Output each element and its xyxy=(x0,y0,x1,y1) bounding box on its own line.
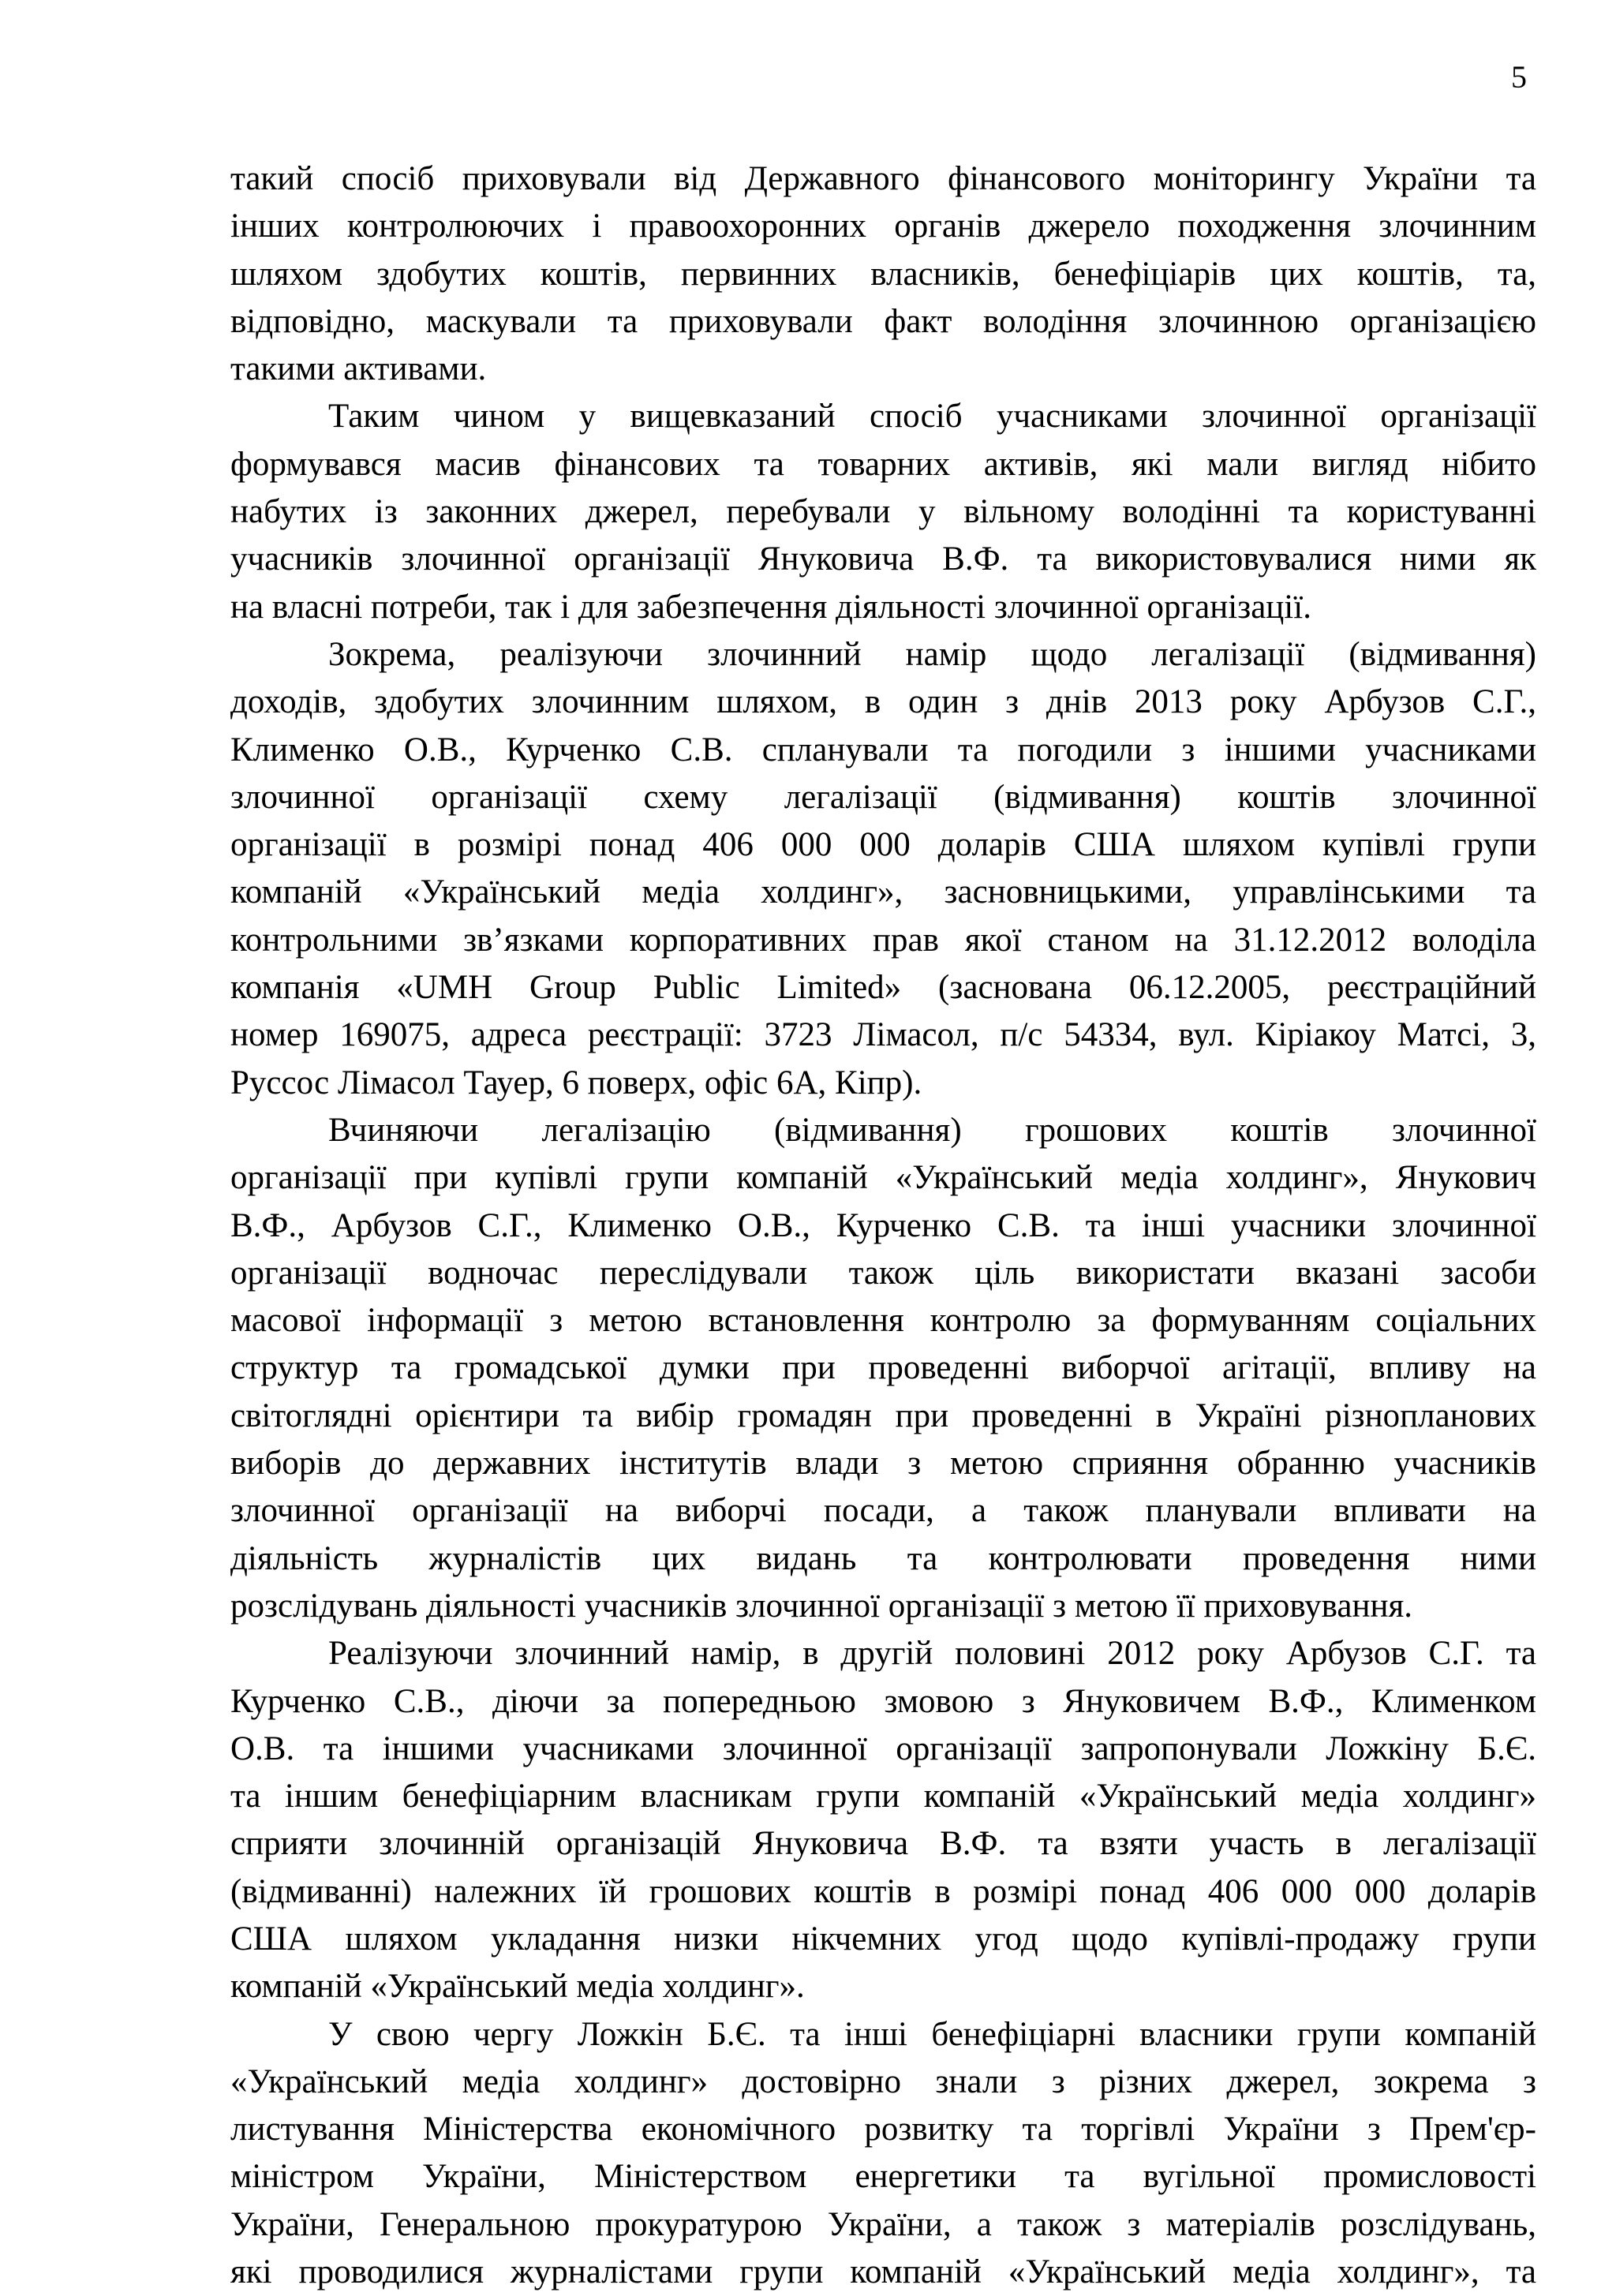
text-line: номер 169075, адреса реєстрації: 3723 Лімасол, п/с 54334, вул. Кіріакоу Матсі, 3, xyxy=(230,1016,1536,1054)
paragraph xyxy=(230,631,1536,1107)
text-line: злочинної організації на виборчі посади, а також планували впливати на xyxy=(230,1492,1536,1530)
text-line: діяльність журналістів цих видань та контролювати проведення ними xyxy=(230,1539,1536,1577)
paragraph xyxy=(230,393,1536,630)
text-line: такий спосіб приховували від Державного фінансового моніторингу України та xyxy=(230,160,1536,197)
text-line: Вчиняючи легалізацію (відмивання) грошових коштів злочинної xyxy=(328,1111,1536,1149)
text-line: міністром України, Міністерством енергетики та вугільної промисловості xyxy=(230,2158,1536,2196)
text-line: злочинної організації схему легалізації (відмивання) коштів злочинної xyxy=(230,778,1536,816)
text-line: які проводилися журналістами групи компаній «Український медіа холдинг», та xyxy=(230,2253,1536,2291)
text-line: сприяти злочинній організацій Януковича В.Ф. та взяти участь в легалізації xyxy=(230,1825,1536,1863)
text-line: формувався масив фінансових та товарних активів, які мали вигляд нібито xyxy=(230,445,1536,483)
paragraph xyxy=(230,1107,1536,1630)
text-line: Руссос Лімасол Тауер, 6 поверх, офіс 6А, Кіпр). xyxy=(230,1064,922,1101)
text-line: України, Генеральною прокуратурою України, а також з матеріалів розслідувань, xyxy=(230,2205,1536,2243)
text-line: учасників злочинної організації Януковича В.Ф. та використовувалися ними як xyxy=(230,540,1536,578)
paragraph xyxy=(230,2011,1536,2296)
text-line: на власні потреби, так і для забезпечення діяльності злочинної організації. xyxy=(230,588,1311,626)
text-line: організації в розмірі понад 406 000 000 доларів США шляхом купівлі групи xyxy=(230,826,1536,864)
text-line: розслідувань діяльності учасників злочинної організації з метою її приховування. xyxy=(230,1587,1413,1625)
text-line: листування Міністерства економічного розвитку та торгівлі України з Прем'єр- xyxy=(230,2111,1536,2148)
text-line: США шляхом укладання низки нікчемних угод щодо купівлі-продажу групи xyxy=(230,1920,1536,1958)
text-line: та іншим бенефіціарним власникам групи компаній «Український медіа холдинг» xyxy=(230,1778,1536,1815)
text-line: Курченко С.В., діючи за попередньою змовою з Януковичем В.Ф., Клименком xyxy=(230,1682,1536,1720)
text-line: компаній «Український медіа холдинг». xyxy=(230,1968,805,2006)
text-line: компаній «Український медіа холдинг», засновницькими, управлінськими та xyxy=(230,873,1536,911)
text-line: В.Ф., Арбузов С.Г., Клименко О.В., Курченко С.В. та інші учасники злочинної xyxy=(230,1206,1536,1244)
text-line: світоглядні орієнтири та вибір громадян при проведенні в Україні різнопланових xyxy=(230,1397,1536,1434)
text-line: шляхом здобутих коштів, первинних власників, бенефіціарів цих коштів, та, xyxy=(230,255,1536,293)
text-line: доходів, здобутих злочинним шляхом, в один з днів 2013 року Арбузов С.Г., xyxy=(230,683,1536,721)
text-line: організації при купівлі групи компаній «Український медіа холдинг», Янукович xyxy=(230,1159,1536,1197)
text-line: контрольними зв’язками корпоративних прав якої станом на 31.12.2012 володіла xyxy=(230,921,1536,959)
text-line: компанія «UMH Group Public Limited» (заснована 06.12.2005, реєстраційний xyxy=(230,969,1536,1007)
text-line: Реалізуючи злочинний намір, в другій половині 2012 року Арбузов С.Г. та xyxy=(328,1635,1536,1673)
text-line: Зокрема, реалізуючи злочинний намір щодо легалізації (відмивання) xyxy=(328,635,1536,673)
text-line: О.В. та іншими учасниками злочинної організації запропонували Ложкіну Б.Є. xyxy=(230,1729,1536,1767)
text-line: Таким чином у вищевказаний спосіб учасниками злочинної організації xyxy=(328,398,1536,436)
text-line: організації водночас переслідували також ціль використати вказані засоби xyxy=(230,1254,1536,1292)
text-line: виборів до державних інститутів влади з метою сприяння обранню учасників xyxy=(230,1445,1536,1483)
text-line: Клименко О.В., Курченко С.В. спланували та погодили з іншими учасниками xyxy=(230,731,1536,768)
text-line: відповідно, маскували та приховували факт володіння злочинною організацією xyxy=(230,302,1536,340)
text-line: масової інформації з метою встановлення контролю за формуванням соціальних xyxy=(230,1302,1536,1340)
paragraph xyxy=(230,1630,1536,2010)
text-line: інших контролюючих і правоохоронних органів джерело походження злочинним xyxy=(230,208,1536,245)
paragraph xyxy=(230,155,1536,393)
text-line: набутих із законних джерел, перебували у вільному володінні та користуванні xyxy=(230,493,1536,531)
document-body xyxy=(230,155,1536,2296)
text-line: (відмиванні) належних їй грошових коштів в розмірі понад 406 000 000 доларів xyxy=(230,1872,1536,1910)
page-number: 5 xyxy=(1511,59,1527,95)
text-line: такими активами. xyxy=(230,350,487,388)
text-line: структур та громадської думки при проведенні виборчої агітації, впливу на xyxy=(230,1349,1536,1387)
text-line: У свою чергу Ложкін Б.Є. та інші бенефіціарні власники групи компаній xyxy=(328,2015,1536,2053)
text-line: «Український медіа холдинг» достовірно знали з різних джерел, зокрема з xyxy=(230,2062,1536,2100)
